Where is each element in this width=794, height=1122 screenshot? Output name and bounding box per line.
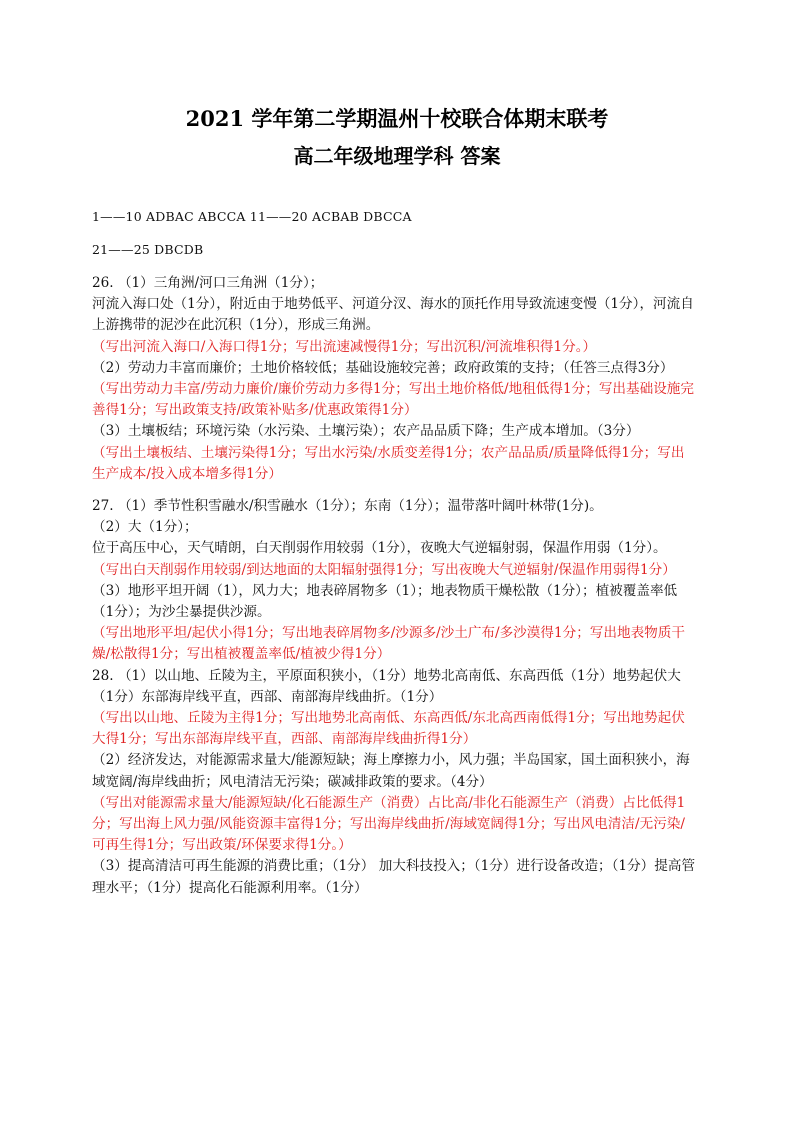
q26-part3: （3）土壤板结；环境污染（水污染、土壤污染）；农产品品质下降；生产成本增加。（3分） — [92, 423, 640, 440]
q27-part3-scoring: （写出地形平坦/起伏小得1分；写出地表碎屑物多/沙源多/沙土广布/多沙漠得1分；写出地表物质干燥/松散得1分；写出植被覆盖率低/植被少得1分） — [92, 625, 685, 663]
q28-part2: （2）经济发达，对能源需求量大/能源短缺；海上摩擦力小，风力强；半岛国家，国土面积狭小，海域宽阔/海岸线曲折；风电清洁无污染；碳减排政策的要求。（4分） — [92, 752, 690, 790]
q26-part2: （2）劳动力丰富而廉价；土地价格较低；基础设施较完善；政府政策的支持；（任答三点得3分） — [92, 359, 674, 376]
page-title: 2021 学年第二学期温州十校联合体期末联考 — [185, 106, 609, 131]
choice-answers-1-20: 1——10 ADBAC ABCCA 11——20 ACBAB DBCCA — [92, 209, 412, 224]
q27-part2: （2）大（1分）； — [92, 519, 198, 536]
section-gap — [92, 485, 698, 496]
question-28 — [92, 666, 698, 899]
q27-part3: （3）地形平坦开阔（1），风力大；地表碎屑物多（1）；地表物质干燥松散（1分）；植被覆盖率低（1分）；为沙尘暴提供沙源。 — [92, 582, 678, 621]
q26-part1: 26. （1）三角洲/河口三角洲（1分）； — [92, 275, 324, 291]
q26-part1-explanation: 河流入海口处（1分），附近由于地势低平、河道分汊、海水的顶托作用导致流速变慢（1分），河流自上游携带的泥沙在此沉积（1分），形成三角洲。 — [92, 296, 694, 334]
q26-part1-scoring: （写出河流入海口/入海口得1分；写出流速减慢得1分；写出沉积/河流堆积得1分。） — [92, 338, 597, 355]
question-26 — [92, 273, 698, 485]
q27-part2-explanation: 位于高压中心，天气晴朗，白天削弱作用较弱（1分），夜晚大气逆辐射弱，保温作用弱（1分）。 — [92, 540, 667, 557]
q28-part3: （3）提高清洁可再生能源的消费比重；（1分） 加大科技投入；（1分）进行设备改造；（1分）提高管理水平；（1分）提高化石能源利用率。（1分） — [92, 858, 696, 896]
q28-part1-scoring: （写出以山地、丘陵为主得1分；写出地势北高南低、东高西低/东北高西南低得1分；写出地势起伏大得1分；写出东部海岸线平直，西部、南部海岸线曲折得1分） — [92, 710, 685, 748]
q26-part3-scoring: （写出土壤板结、土壤污染得1分；写出水污染/水质变差得1分；农产品品质/质量降低得1分；写出生产成本/投入成本增多得1分） — [92, 444, 685, 482]
q28-part2-scoring: （写出对能源需求量大/能源短缺/化石能源生产（消费）占比高/非化石能源生产（消费）占比低得1分；写出海上风力强/风能资源丰富得1分；写出海岸线曲折/海域宽阔得1分；写出风电清洁/无污染/可再生得1分；写出政策/环保要求得1分。） — [92, 794, 686, 854]
page-subtitle: 高二年级地理学科 答案 — [293, 144, 501, 168]
q26-part2-scoring: （写出劳动力丰富/劳动力廉价/廉价劳动力多得1分；写出土地价格低/地租低得1分；写出基础设施完善得1分；写出政策支持/政策补贴多/优惠政策得1分） — [92, 381, 694, 419]
q28-part1: 28. （1）以山地、丘陵为主，平原面积狭小，（1分）地势北高南低、东高西低（1分）地势起伏大（1分）东部海岸线平直，西部、南部海岸线曲折。（1分） — [92, 667, 681, 705]
q27-part1: 27. （1）季节性积雪融水/积雪融水（1分）；东南（1分）；温带落叶阔叶林带(1分)。 — [92, 498, 603, 515]
question-27 — [92, 496, 698, 666]
answer-body — [92, 273, 698, 899]
choice-answers-21-25: 21——25 DBCDB — [92, 242, 204, 257]
q27-part2-scoring: （写出白天削弱作用较弱/到达地面的太阳辐射强得1分；写出夜晚大气逆辐射/保温作用弱得1分） — [92, 561, 676, 578]
